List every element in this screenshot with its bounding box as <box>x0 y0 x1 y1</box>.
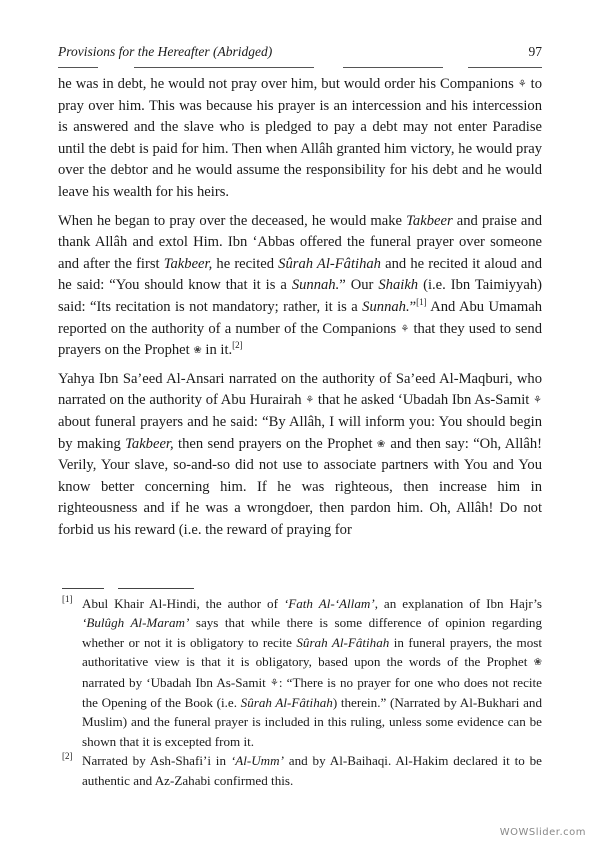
footnote <box>62 751 542 790</box>
italic-term: Sunnah. <box>291 277 340 294</box>
footnotes <box>62 594 542 790</box>
watermark: WOWSlider.com <box>499 827 586 838</box>
footnote <box>62 594 542 751</box>
running-head-title: Provisions for the Hereafter (Abridged) <box>58 44 273 59</box>
text-run: that they used to send prayers on the Prophet <box>58 320 542 359</box>
italic-term: Takbeer, <box>163 255 213 272</box>
text-run: Yahya Ibn Sa’eed Al-Ansari narrated on the authority of Sa’eed Al-Maqburi, who narrated on the authority of Abu Hurairah <box>58 370 542 409</box>
italic-term: Sûrah Al-Fâtihah <box>240 695 333 711</box>
footnote-text <box>82 753 542 787</box>
text-run: then send prayers on the Prophet <box>173 435 377 452</box>
footnote-mark: [1] <box>62 594 73 604</box>
text-run: to pray over him. This was because his prayer is an intercession and his intercession is answered and the slave who is pledged to pay a debt may not enter Paradise until the debt is paid for him. Then when Allâh granted him victory, he would pray over the debtor and he would assume the responsibility for his debt and he would leave his wealth for his heirs. <box>58 76 543 200</box>
text-run: Abul Khair Al-Hindi, the author of <box>82 596 284 611</box>
honorific-icon: ⚘ <box>269 677 279 689</box>
italic-term: Takbeer, <box>125 435 174 452</box>
paragraph <box>58 369 542 542</box>
honorific-icon: ⚘ <box>400 323 410 335</box>
footnote-rule <box>62 588 182 589</box>
text-run: he recited <box>212 255 279 272</box>
running-head <box>58 44 542 66</box>
text-run: Narrated by Ash-Shafi’i in <box>82 753 231 769</box>
honorific-icon: ⚘ <box>305 395 315 407</box>
text-run: narrated by ‘Ubadah Ibn As-Samit <box>82 674 270 690</box>
body-text <box>58 74 542 548</box>
text-run: , an explanation of Ibn Hajr’s <box>374 596 542 611</box>
italic-term: Takbeer <box>406 212 453 229</box>
italic-term: ‘Bulûgh Al-Maram’ <box>82 615 190 631</box>
honorific-icon: ❀ <box>533 657 542 669</box>
footnote-ref: [2] <box>232 340 243 351</box>
italic-term: ‘Fath Al-‘Allam’ <box>283 596 375 611</box>
text-run: ) therein.” (Narrated by Al-Bukhari and Muslim) and the funeral prayer is included in this ruling, unless some evidence can be shown that it is excepted from it. <box>82 695 542 749</box>
text-run: ” <box>409 298 417 315</box>
text-run: and praise and thank Allâh and extol Him. Ibn ‘Abbas offered the funeral prayer over someone and after the first <box>58 212 543 272</box>
honorific-icon: ❀ <box>376 438 386 450</box>
text-run: and he recited it aloud and he said: “You should know that it is a <box>58 255 542 294</box>
text-run: And Abu Umamah reported on the authority of a number of the Companions <box>58 298 542 337</box>
footnote-text <box>82 596 542 749</box>
italic-term: Shaikh <box>378 277 419 294</box>
italic-term: Sunnah. <box>362 298 410 315</box>
page-number: 97 <box>528 44 542 59</box>
text-run: : “There is no prayer for one who does not recite the Opening of the Book (i.e. <box>82 674 542 711</box>
text-run: (i.e. Ibn Taimiyyah) said: “Its recitation is not mandatory; rather, it is a <box>58 277 542 315</box>
honorific-icon: ❀ <box>193 345 202 357</box>
text-run: in funeral prayers, the most authoritative view is that it is obligatory, based upon the words of the Prophet <box>82 634 542 670</box>
text-run: about funeral prayers and he said: “By Allâh, I will inform you: You should begin by making <box>58 413 542 452</box>
text-run: that he asked ‘Ubadah Ibn As-Samit <box>314 392 534 409</box>
text-run: in it. <box>201 342 233 359</box>
paragraph <box>58 74 542 204</box>
text-run: and then say: “Oh, Allâh! Verily, Your slave, so-and-so did not use to associate partners with You and You know better concerning him. If he was righteous, then increase him in righteousness and if he was a wrongdoer, then pardon him. Oh, Allâh! Do not forbid us his reward (i.e. the reward of praying for <box>58 435 543 538</box>
text-run: he was in debt, he would not pray over him, but would order his Companions <box>58 76 518 92</box>
honorific-icon: ⚘ <box>517 79 527 90</box>
text-run: When he began to pray over the deceased, he would make <box>58 212 407 229</box>
text-run: says that while there is some difference of opinion regarding whether or not it is obligatory to recite <box>82 615 542 650</box>
footnote-ref: [1] <box>416 296 427 307</box>
footnote-mark: [2] <box>62 751 73 762</box>
italic-term: ‘Al-Umm’ <box>230 753 284 769</box>
italic-term: Sûrah Al-Fâtihah <box>278 255 381 272</box>
text-run: ” Our <box>339 277 379 294</box>
paragraph <box>58 211 542 362</box>
honorific-icon: ⚘ <box>533 395 542 407</box>
italic-term: Sûrah Al-Fâtihah <box>296 634 390 650</box>
text-run: and by Al-Baihaqi. Al-Hakim declared it to be authentic and Az-Zahabi confirmed this. <box>82 753 542 788</box>
